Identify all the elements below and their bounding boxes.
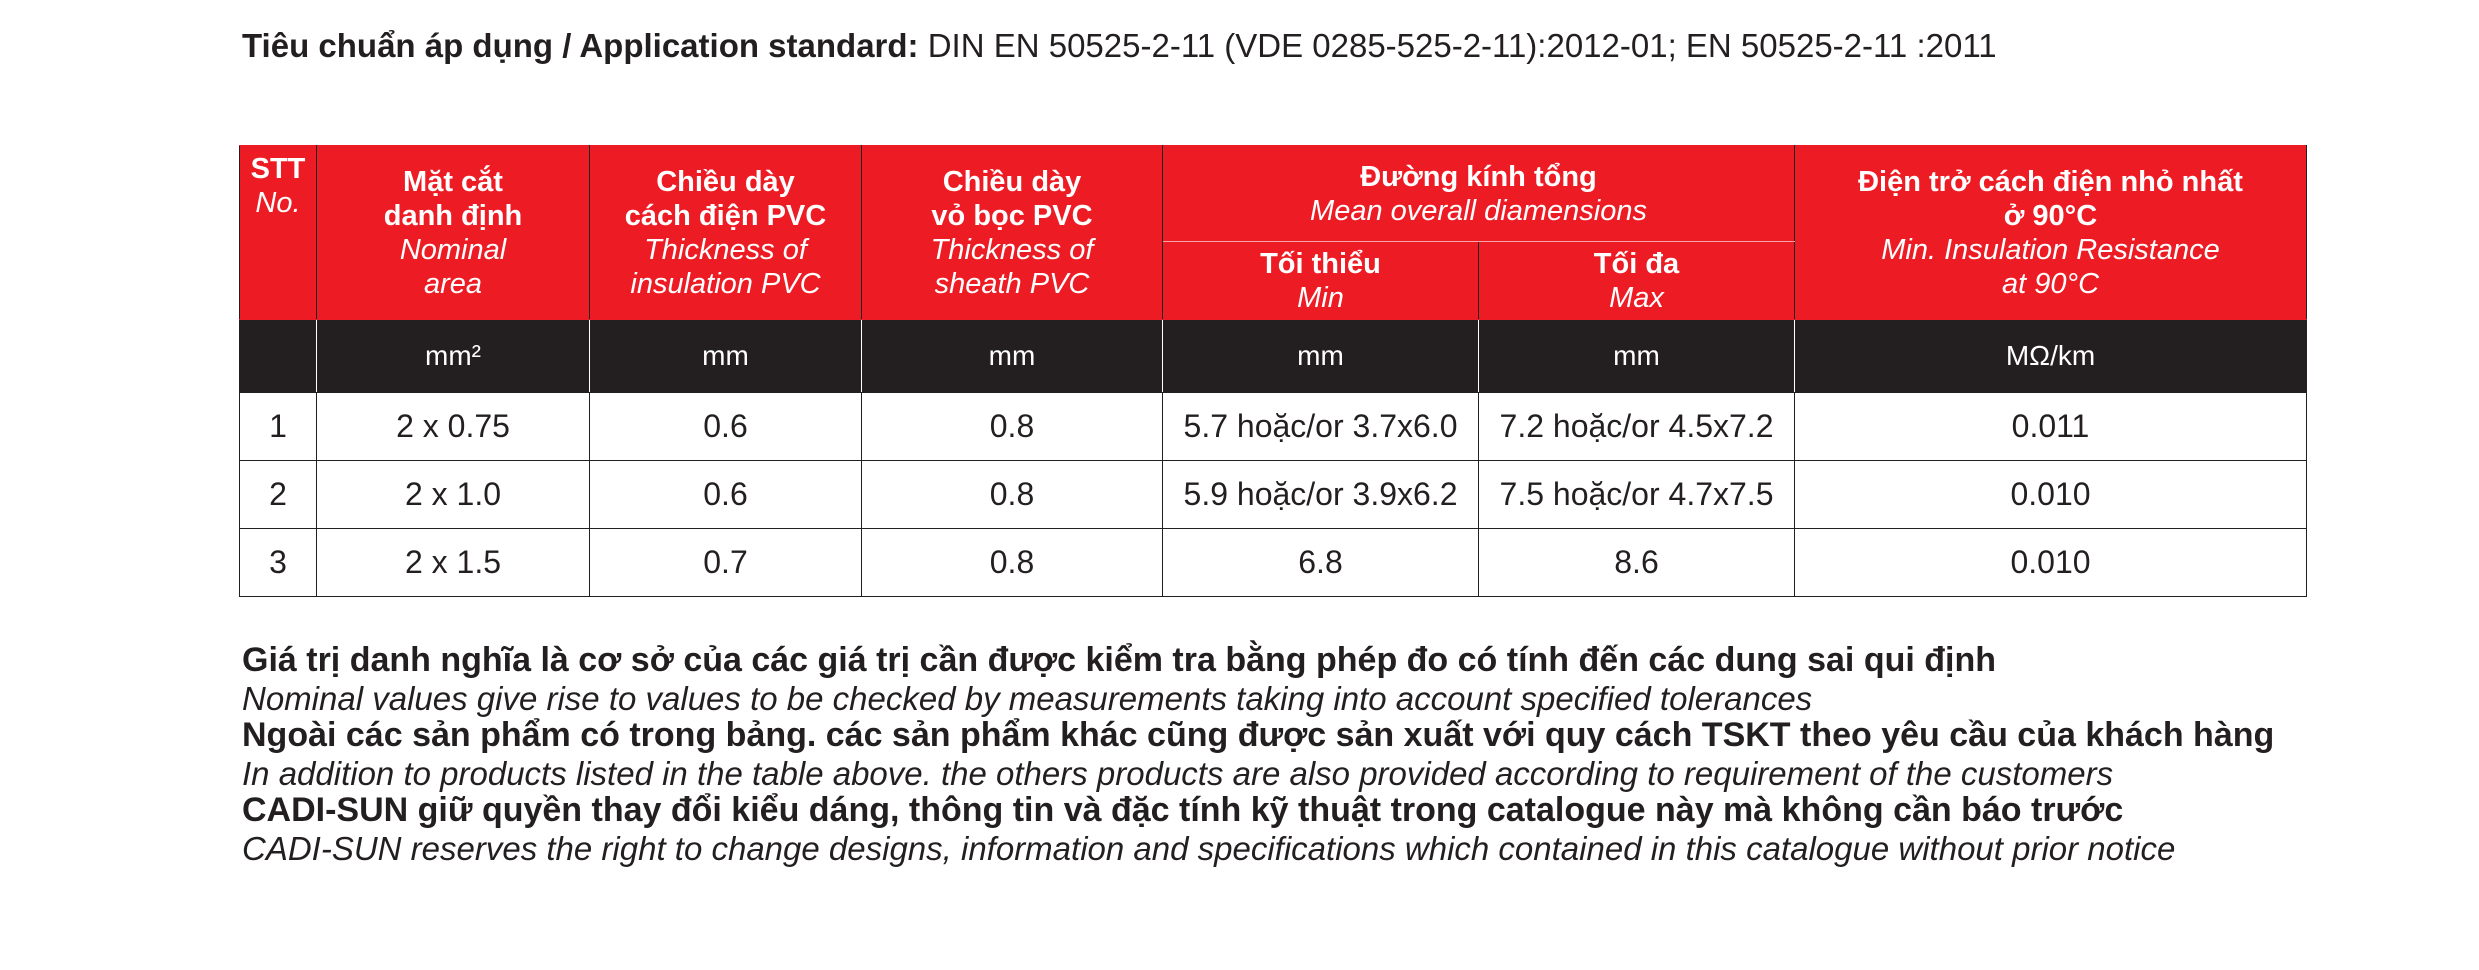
note-en: CADI-SUN reserves the right to change designs, information and specifications which contained in this catalogue without prior notice (242, 829, 2176, 867)
header-sheath-vi-1: Chiều dày (942, 165, 1082, 198)
header-insulation-vi-1: Chiều dày (656, 165, 795, 198)
header-insulation-thickness (590, 146, 862, 320)
header-insulation-vi-2: cách điện PVC (624, 199, 827, 232)
header-sheath-vi-2: vỏ bọc PVC (931, 199, 1093, 232)
header-insulation-en-2: insulation PVC (630, 267, 821, 300)
unit-cell: MΩ/km (1795, 320, 2307, 393)
header-resistance-vi-2: ở 90°C (2003, 199, 2098, 232)
header-stt (240, 146, 317, 320)
note-en: Nominal values give rise to values to be checked by measurements taking into account specified tolerances (242, 679, 1813, 717)
header-diameter-vi: Đường kính tổng (1360, 160, 1597, 193)
header-resistance-en-2: at 90°C (2001, 267, 2100, 300)
table-cell: 2 (240, 461, 317, 529)
table-cell: 0.010 (1795, 461, 2307, 529)
table-cell: 6.8 (1163, 529, 1479, 597)
table-cell: 2 x 0.75 (317, 393, 590, 461)
standard-value: DIN EN 50525-2-11 (VDE 0285-525-2-11):2012-01; EN 50525-2-11 :2011 (918, 27, 1997, 64)
header-nominal-area (317, 146, 590, 320)
note-en: In addition to products listed in the table above. the others products are also provided according to requirement of the customers (242, 754, 2114, 792)
unit-cell: mm (590, 320, 862, 393)
table-cell: 0.010 (1795, 529, 2307, 597)
table-row (240, 529, 2307, 597)
table-cell: 0.011 (1795, 393, 2307, 461)
table-cell: 2 x 1.5 (317, 529, 590, 597)
table-cell: 7.5 hoặc/or 4.7x7.5 (1479, 461, 1795, 529)
header-area-vi-1: Mặt cắt (403, 165, 503, 198)
table-cell: 8.6 (1479, 529, 1795, 597)
header-min (1163, 242, 1479, 320)
table-cell: 5.7 hoặc/or 3.7x6.0 (1163, 393, 1479, 461)
note-vi: Ngoài các sản phẩm có trong bảng. các sản phẩm khác cũng được sản xuất với quy cách TSKT theo yêu cầu của khách hàng (242, 716, 2275, 754)
table-cell: 7.2 hoặc/or 4.5x7.2 (1479, 393, 1795, 461)
table-cell: 0.8 (862, 393, 1163, 461)
note-vi: CADI-SUN giữ quyền thay đổi kiểu dáng, thông tin và đặc tính kỹ thuật trong catalogue này mà không cần báo trước (242, 791, 2124, 829)
standard-label: Tiêu chuẩn áp dụng / Application standard: (242, 27, 919, 64)
table-row (240, 393, 2307, 461)
header-stt-en: No. (255, 187, 301, 219)
table-cell: 0.8 (862, 529, 1163, 597)
header-overall-diameter (1163, 146, 1795, 242)
header-max (1479, 242, 1795, 320)
unit-cell: mm² (317, 320, 590, 393)
header-min-vi: Tối thiểu (1260, 247, 1381, 280)
unit-cell: mm (1479, 320, 1795, 393)
header-max-en: Max (1609, 281, 1664, 314)
table-cell: 0.8 (862, 461, 1163, 529)
header-resistance-vi-1: Điện trở cách điện nhỏ nhất (1858, 165, 2243, 198)
header-area-vi-2: danh định (383, 199, 523, 232)
unit-cell (240, 320, 317, 393)
header-insulation-resistance (1795, 146, 2307, 320)
table-cell: 3 (240, 529, 317, 597)
table-cell: 0.6 (590, 393, 862, 461)
table-cell: 0.7 (590, 529, 862, 597)
header-resistance-en-1: Min. Insulation Resistance (1881, 233, 2220, 266)
header-stt-vi: STT (250, 153, 306, 185)
header-sheath-en-2: sheath PVC (934, 267, 1090, 300)
unit-cell: mm (862, 320, 1163, 393)
header-area-en-2: area (423, 267, 483, 300)
table-cell: 0.6 (590, 461, 862, 529)
application-standard (242, 24, 1997, 68)
table-row (240, 461, 2307, 529)
note-vi: Giá trị danh nghĩa là cơ sở của các giá trị cần được kiểm tra bằng phép đo có tính đến các dung sai qui định (242, 641, 1997, 679)
header-diameter-en: Mean overall diamensions (1310, 194, 1647, 227)
header-sheath-en-1: Thickness of (930, 233, 1094, 266)
header-min-en: Min (1297, 281, 1344, 314)
table-cell: 1 (240, 393, 317, 461)
table-cell: 2 x 1.0 (317, 461, 590, 529)
header-max-vi: Tối đa (1593, 247, 1680, 280)
cable-spec-table (239, 145, 2307, 597)
units-row (240, 320, 2307, 393)
header-sheath-thickness (862, 146, 1163, 320)
header-insulation-en-1: Thickness of (644, 233, 807, 266)
unit-cell: mm (1163, 320, 1479, 393)
notes-block (242, 642, 2274, 867)
header-area-en-1: Nominal (399, 233, 507, 266)
table-cell: 5.9 hoặc/or 3.9x6.2 (1163, 461, 1479, 529)
